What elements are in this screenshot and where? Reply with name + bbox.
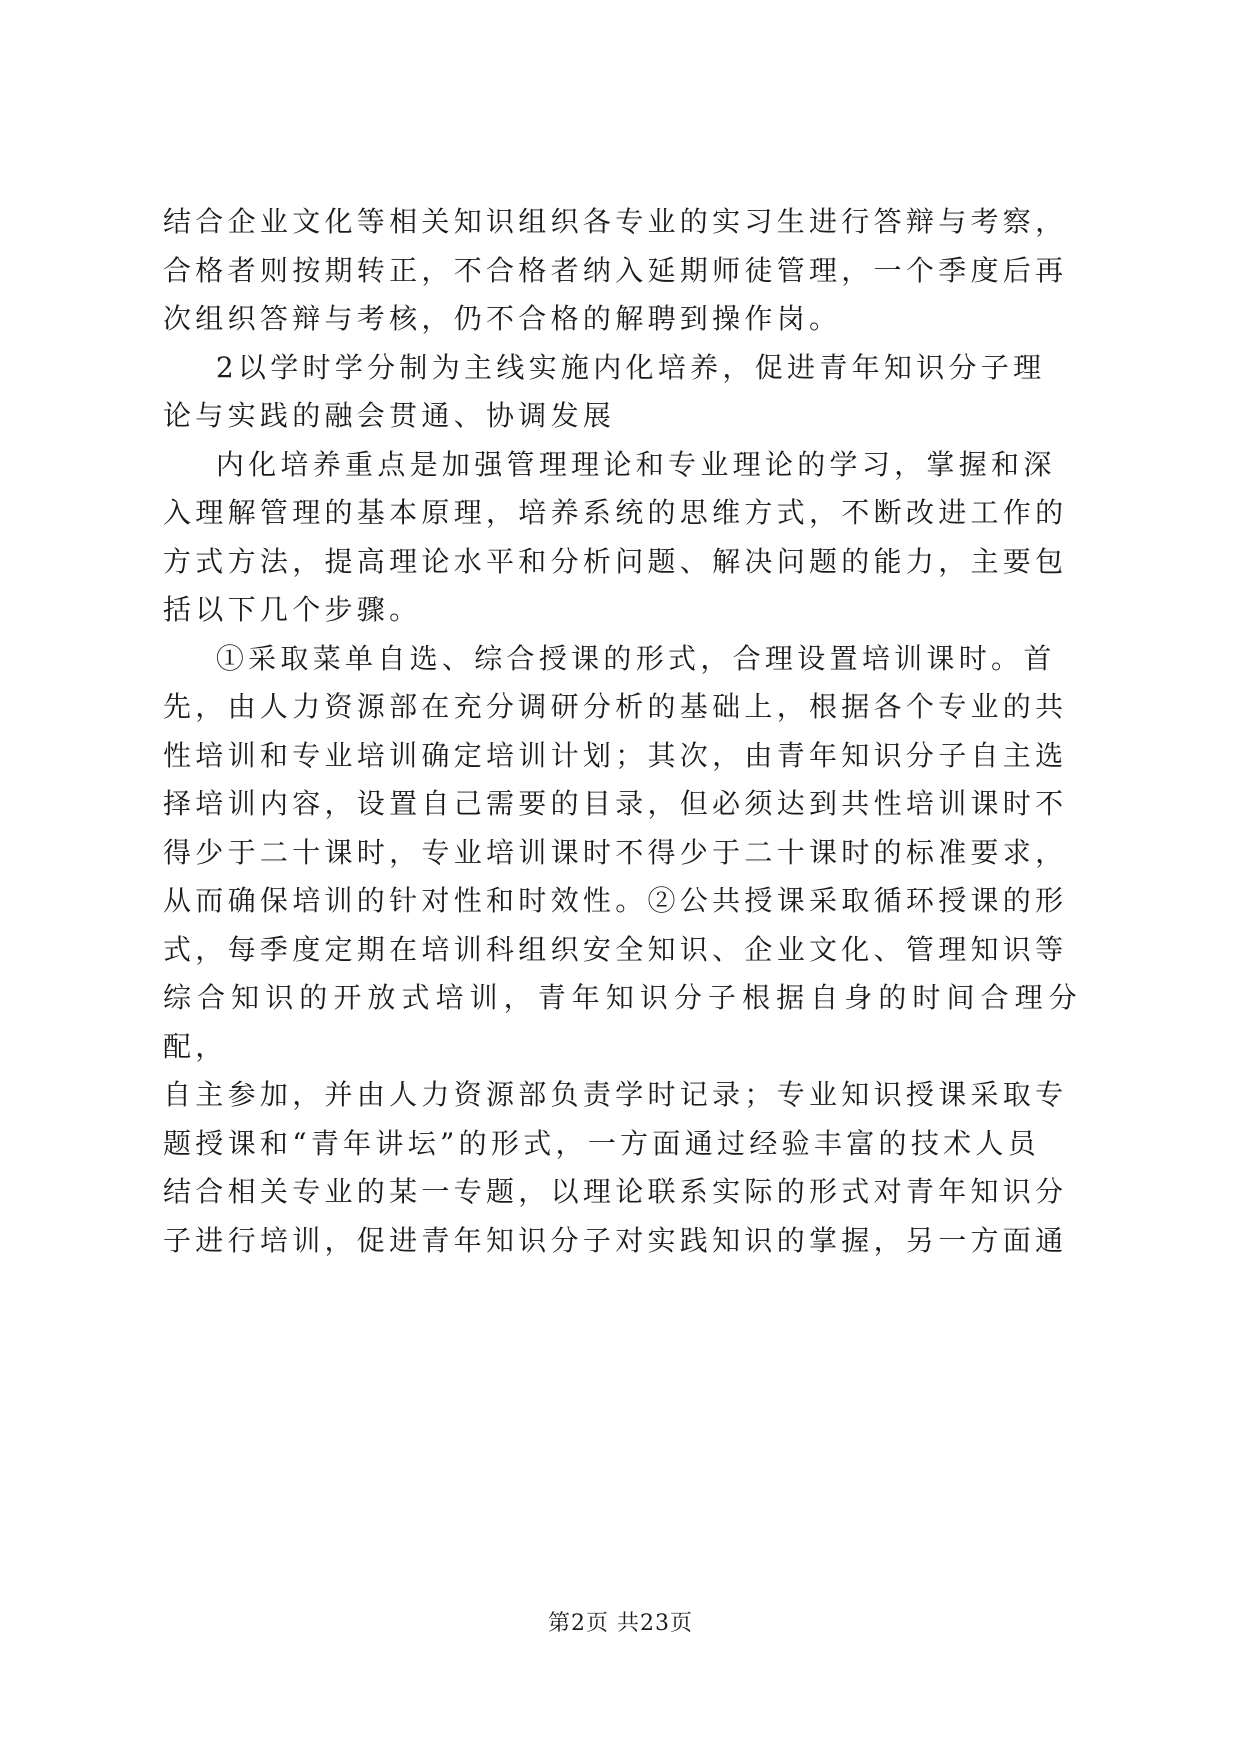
section-heading-line: 论与实践的融会贯通、协调发展 — [163, 399, 616, 432]
text-line: 题授课和“青年讲坛”的形式，一方面通过经验丰富的技术人员 — [163, 1126, 1041, 1160]
text-line: 子进行培训，促进青年知识分子对实践知识的掌握，另一方面通 — [163, 1223, 1068, 1257]
page-number-footer: 第2页 共23页 — [548, 1611, 693, 1636]
text-line: 择培训内容，设置自己需要的目录，但必须达到共性培训课时不 — [163, 787, 1068, 820]
text-line: 括以下几个步骤。 — [163, 593, 422, 626]
text-line: 入理解管理的基本原理，培养系统的思维方式，不断改进工作的 — [163, 496, 1068, 529]
text-line: ①采取菜单自选、综合授课的形式，合理设置培训课时。首 — [163, 641, 1056, 675]
text-line: 先，由人力资源部在充分调研分析的基础上，根据各个专业的共 — [163, 690, 1068, 723]
text-line: 式，每季度定期在培训科组织安全知识、企业文化、管理知识等 — [163, 932, 1068, 966]
text-line: 综合知识的开放式培训，青年知识分子根据自身的时间合理分配， — [163, 981, 1081, 1063]
text-line: 从而确保培训的针对性和时效性。②公共授课采取循环授课的形 — [163, 884, 1068, 917]
text-line: 性培训和专业培训确定培训计划；其次，由青年知识分子自主选 — [163, 738, 1068, 772]
text-line: 得少于二十课时，专业培训课时不得少于二十课时的标准要求， — [163, 835, 1068, 869]
text-line: 次组织答辩与考核，仍不合格的解聘到操作岗。 — [163, 302, 842, 335]
section-heading-line: 2以学时学分制为主线实施内化培养，促进青年知识分子理 — [163, 350, 1046, 384]
text-line: 方式方法，提高理论水平和分析问题、解决问题的能力，主要包 — [163, 544, 1068, 578]
text-line: 内化培养重点是加强管理理论和专业理论的学习，掌握和深 — [163, 447, 1056, 481]
body-text — [163, 198, 1081, 1265]
text-line: 自主参加，并由人力资源部负责学时记录；专业知识授课采取专 — [163, 1078, 1068, 1111]
text-line: 结合企业文化等相关知识组织各专业的实习生进行答辩与考察， — [163, 205, 1068, 238]
text-line: 合格者则按期转正，不合格者纳入延期师徒管理，一个季度后再 — [163, 253, 1068, 287]
text-line: 结合相关专业的某一专题，以理论联系实际的形式对青年知识分 — [163, 1175, 1068, 1208]
